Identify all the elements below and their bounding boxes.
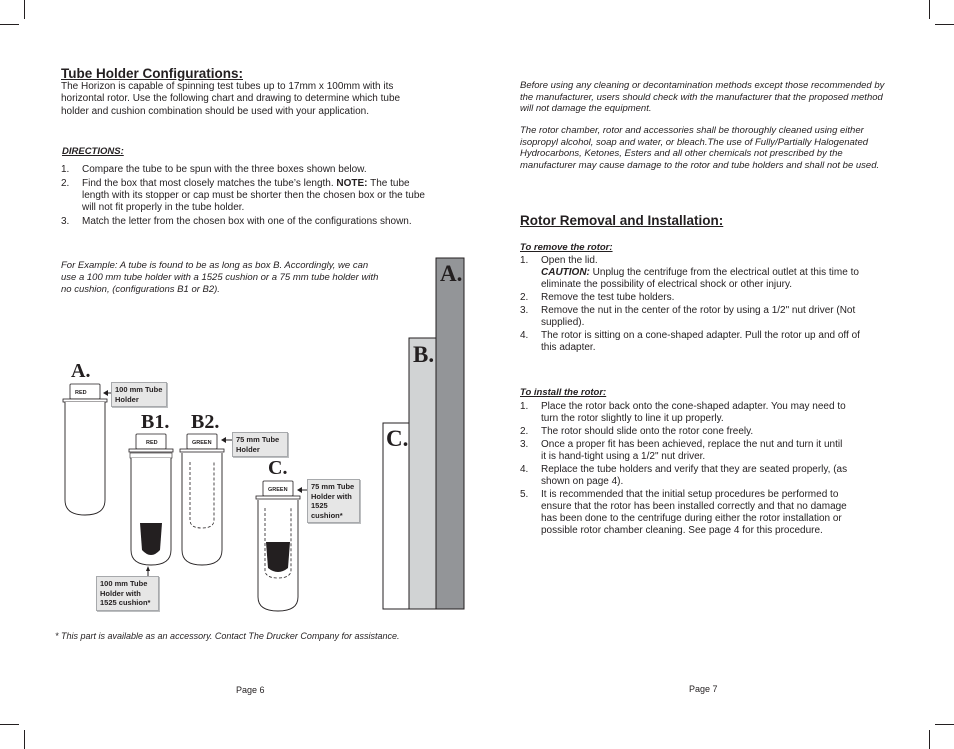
crop-mark <box>0 24 19 25</box>
section-heading: Rotor Removal and Installation: <box>520 213 724 228</box>
callout-arrow <box>146 566 150 571</box>
directions-list <box>61 164 431 229</box>
tube-holder-a <box>63 384 107 515</box>
install-steps-list <box>520 401 850 538</box>
config-label-b1: B1. <box>141 411 170 433</box>
tube-holder-c <box>256 481 300 611</box>
list-item: 1. Open the lid. CAUTION: Unplug the centrifuge from the electrical outlet at this time to eliminate the possibility of electrical shock or other injury. <box>520 255 859 290</box>
intro-paragraph: The Horizon is capable of spinning test tubes up to 17mm x 100mm with its horizontal rotor. Use the following chart and drawing to determine which tube holder and cushion combination should be used with your application. <box>61 81 401 117</box>
cap-label-red: RED <box>146 440 158 446</box>
footnote: * This part is available as an accessory. Contact The Drucker Company for assistance. <box>55 631 400 641</box>
page-number: Page 6 <box>236 685 265 695</box>
list-item: 3. Once a proper fit has been achieved, replace the nut and turn it until it is hand-tight using a 1/2" nut driver. <box>520 439 843 462</box>
list-item: 3. Match the letter from the chosen box with one of the configurations shown. <box>61 216 412 227</box>
crop-mark <box>935 724 954 725</box>
tube-holder-b1 <box>129 434 173 565</box>
box-label-b: B. <box>413 342 435 367</box>
box-a <box>436 258 464 609</box>
callout-75mm-cushion: 75 mm Tube Holder with 1525 cushion* <box>307 479 360 523</box>
list-item: 1. Compare the tube to be spun with the three boxes shown below. <box>61 164 367 175</box>
crop-mark <box>0 724 19 725</box>
list-item: 5. It is recommended that the initial setup procedures be performed to ensure that the rotor has been installed correctly and that no damage has been done to the centrifuge during either the rotor installation or possible rotor chamber cleaning. See page 4 for this procedure. <box>520 489 847 536</box>
precaution-paragraph: Before using any cleaning or decontamination methods except those recommended by the manufacturer, users should check with the manufacturer that the proposed method will not damage the equipment. <box>520 80 885 115</box>
crop-mark <box>24 0 25 19</box>
box-b <box>409 338 436 609</box>
callout-100mm: 100 mm Tube Holder <box>111 382 167 407</box>
crop-mark <box>935 24 954 25</box>
crop-mark <box>929 730 930 749</box>
callout-75mm: 75 mm Tube Holder <box>232 432 288 457</box>
cleaning-paragraph: The rotor chamber, rotor and accessories shall be thoroughly cleaned using either isopropyl alcohol, soap and water, or bleach.The use of Fully/Partially Halogenated Hydrocarbons, Ketones, Esters and all other chemicals not prescribed by the manufacturer may cause damage to the rotor and tube holders and shall not be used. <box>520 125 880 171</box>
directions-heading: DIRECTIONS: <box>62 146 124 157</box>
config-label-a: A. <box>71 360 91 382</box>
list-item: 2. Find the box that most closely matches the tube’s length. NOTE: The tube length with its stopper or cap must be shorter then the chosen box or the tube will not fit properly in the tube holder. <box>61 178 425 213</box>
callout-100mm-cushion: 100 mm Tube Holder with 1525 cushion* <box>96 576 159 611</box>
list-item: 2. Remove the test tube holders. <box>520 292 675 303</box>
cap-label-green: GREEN <box>192 440 212 446</box>
config-label-b2: B2. <box>191 411 220 433</box>
crop-mark <box>929 0 930 19</box>
list-item: 1. Place the rotor back onto the cone-shaped adapter. You may need to turn the rotor slightly to line it up properly. <box>520 401 846 424</box>
example-paragraph: For Example: A tube is found to be as long as box B. Accordingly, we can use a 100 mm tube holder with a 1525 cushion or a 75 mm tube holder with no cushion, (configurations B1 or B2). <box>61 260 379 295</box>
box-label-c: C. <box>386 426 409 451</box>
config-label-c: C. <box>268 457 288 479</box>
page-number: Page 7 <box>689 684 718 694</box>
tube-holder-b2 <box>180 434 224 565</box>
list-item: 2. The rotor should slide onto the rotor cone freely. <box>520 426 754 437</box>
section-heading: Tube Holder Configurations: <box>61 66 243 81</box>
install-heading: To install the rotor: <box>520 387 607 398</box>
box-label-a: A. <box>440 261 463 286</box>
list-item: 4. The rotor is sitting on a cone-shaped adapter. Pull the rotor up and off of this adapter. <box>520 330 860 353</box>
crop-mark <box>24 730 25 749</box>
list-item: 3. Remove the nut in the center of the rotor by using a 1/2" nut driver (Not supplied). <box>520 305 856 328</box>
list-item: 4. Replace the tube holders and verify that they are seated properly, (as shown on page 4). <box>520 464 848 487</box>
remove-steps-list <box>520 255 870 355</box>
remove-heading: To remove the rotor: <box>520 242 613 253</box>
cap-label-red: RED <box>75 390 87 396</box>
cap-label-green: GREEN <box>268 487 288 493</box>
